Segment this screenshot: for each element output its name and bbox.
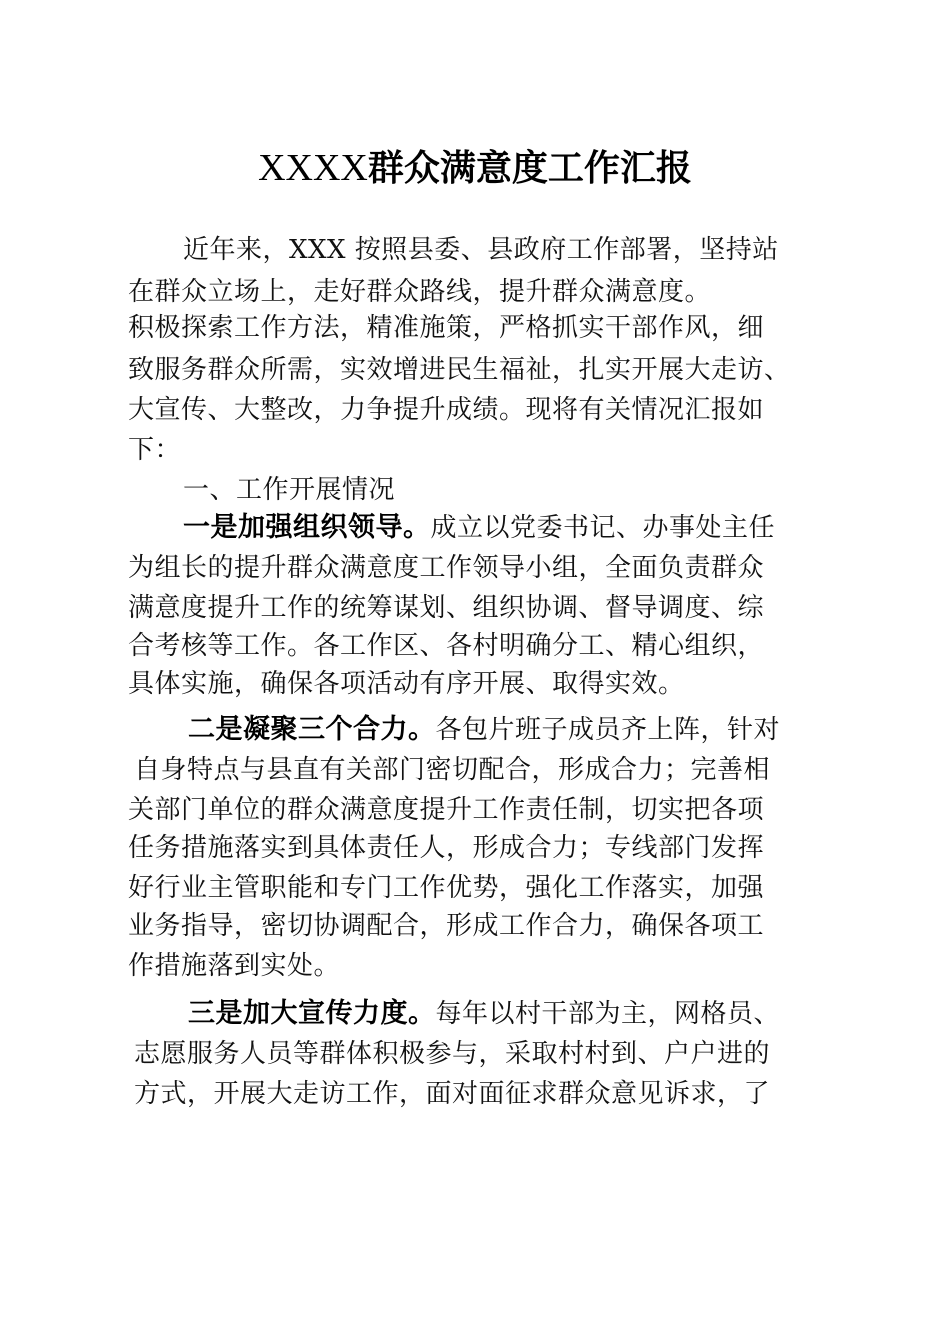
paragraph-line: 任务措施落实到具体责任人，形成合力；专线部门发挥 [128,833,765,863]
section-heading: 一、工作开展情况 [183,475,396,505]
title-main: 群众满意度工作汇报 [367,147,692,189]
lead-heading: 三是加大宣传力度。 [188,998,436,1029]
paragraph-line: 一是加强组织领导。成立以党委书记、办事处主任 [183,512,776,543]
paragraph-line: 作措施落到实处。 [128,951,341,981]
paragraph-line: 业务指导，密切协调配合，形成工作合力，确保各项工 [128,911,765,941]
paragraph-line: 近年来，XXX 按照县委、县政府工作部署，坚持站 [183,235,779,265]
paragraph-line: 满意度提升工作的统筹谋划、组织协调、督导调度、综 [128,593,765,623]
document-title [0,140,950,191]
paragraph-line: 关部门单位的群众满意度提升工作责任制，切实把各项 [128,795,765,825]
paragraph-line: 积极探索工作方法，精准施策，严格抓实干部作风，细 [128,313,765,343]
paragraph-line: 合考核等工作。各工作区、各村明确分工、精心组织， [128,631,765,661]
paragraph-line: 大宣传、大整改，力争提升成绩。现将有关情况汇报如 [128,395,765,425]
paragraph-line: 在群众立场上，走好群众路线，提升群众满意度。 [128,277,712,307]
paragraph-line: 好行业主管职能和专门工作优势，强化工作落实，加强 [128,873,765,903]
lead-heading: 二是凝聚三个合力。 [188,714,436,745]
paragraph-line: 自身特点与县直有关部门密切配合，形成合力；完善相 [134,755,771,785]
paragraph-line: 下： [128,435,182,465]
paragraph-line: 志愿服务人员等群体积极参与，采取村村到、户户进的 [134,1039,771,1069]
paragraph-line: 二是凝聚三个合力。各包片班子成员齐上阵，针对 [188,714,781,745]
paragraph-line: 方式，开展大走访工作，面对面征求群众意见诉求，了 [134,1079,771,1109]
paragraph-line: 致服务群众所需，实效增进民生福祉，扎实开展大走访、 [128,355,791,385]
paragraph-line: 为组长的提升群众满意度工作领导小组，全面负责群众 [128,553,765,583]
lead-heading: 一是加强组织领导。 [183,512,431,543]
title-prefix: XXXX [258,147,368,189]
paragraph-line: 具体实施，确保各项活动有序开展、取得实效。 [128,669,685,699]
paragraph-line: 三是加大宣传力度。每年以村干部为主，网格员、 [188,998,781,1029]
